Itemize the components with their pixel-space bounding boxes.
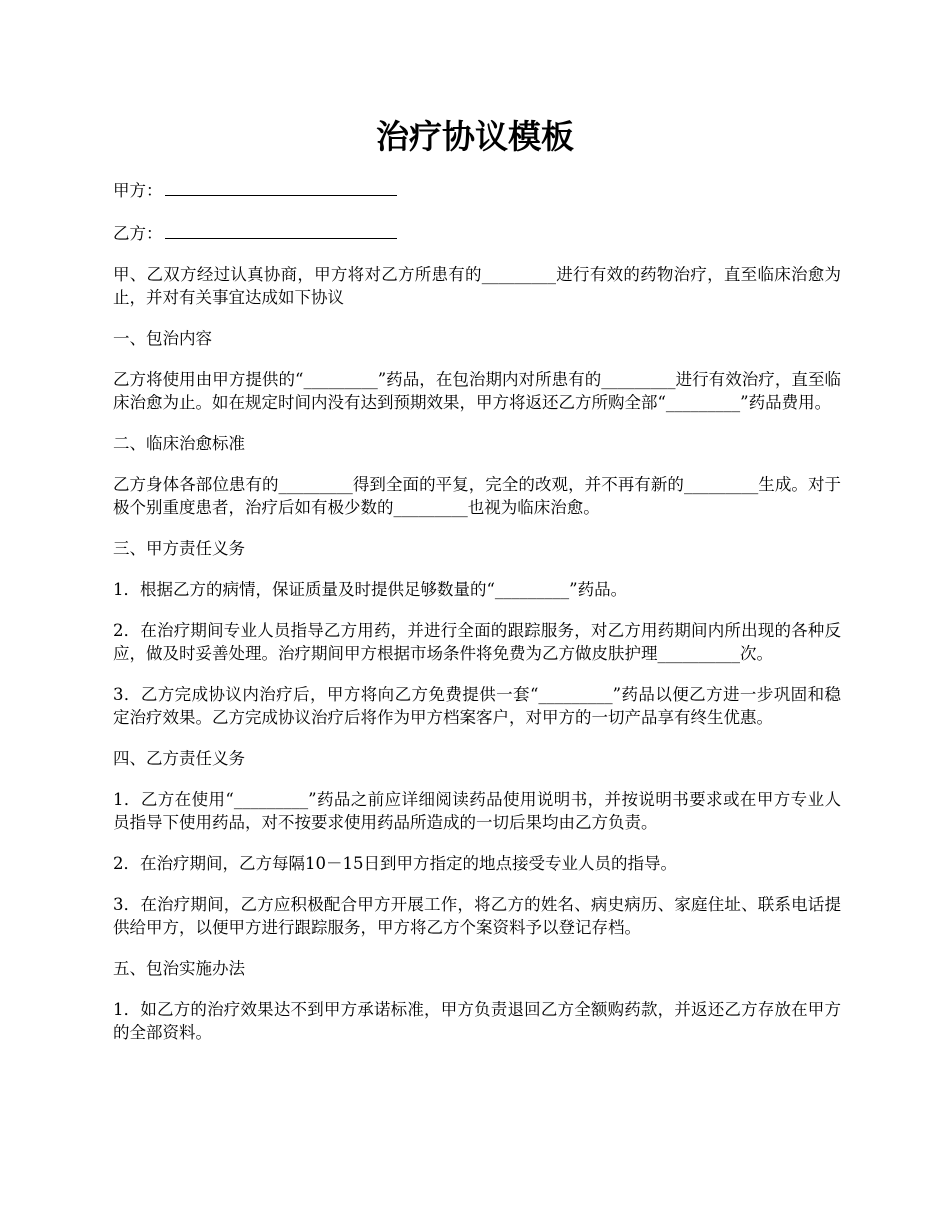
party-a-line — [113, 178, 841, 202]
section-4-item-1: 1．乙方在使用“_________”药品之前应详细阅读药品使用说明书，并按说明书要求或在甲方专业人员指导下使用药品，对不按要求使用药品所造成的一切后果均由乙方负责。 — [113, 789, 841, 832]
party-a-label: 甲方： — [113, 181, 163, 201]
section-3-item-2: 2．在治疗期间专业人员指导乙方用药，并进行全面的跟踪服务，对乙方用药期间内所出现的各种反应，做及时妥善处理。治疗期间甲方根据市场条件将免费为乙方做皮肤护理__________次。 — [113, 620, 841, 663]
document-title: 治疗协议模板 — [376, 117, 574, 156]
section-5-item-1: 1．如乙方的治疗效果达不到甲方承诺标准，甲方负责退回乙方全额购药款，并返还乙方存放在甲方的全部资料。 — [113, 999, 841, 1042]
party-b-line — [113, 220, 841, 244]
section-1-paragraph: 乙方将使用由甲方提供的“_________”药品，在包治期内对所患有的_________进行有效治疗，直至临床治愈为止。如在规定时间内没有达到预期效果，甲方将返还乙方所购全部“_________”药品费用。 — [113, 369, 841, 412]
section-2-paragraph: 乙方身体各部位患有的_________得到全面的平复，完全的改观，并不再有新的_________生成。对于极个别重度患者，治疗后如有极少数的_________也视为临床治愈。 — [113, 474, 841, 517]
section-3-item-3: 3．乙方完成协议内治疗后，甲方将向乙方免费提供一套“_________”药品以便乙方进一步巩固和稳定治疗效果。乙方完成协议治疗后将作为甲方档案客户，对甲方的一切产品享有终生优惠。 — [113, 684, 841, 727]
section-4-item-2: 2．在治疗期间，乙方每隔10－15日到甲方指定的地点接受专业人员的指导。 — [113, 853, 677, 873]
party-b-blank — [165, 220, 397, 238]
document-body — [113, 178, 841, 1062]
section-heading-3: 三、甲方责任义务 — [113, 538, 245, 558]
section-heading-2: 二、临床治愈标准 — [113, 433, 245, 453]
party-a-blank — [165, 178, 397, 196]
section-heading-4: 四、乙方责任义务 — [113, 748, 245, 768]
section-3-item-1: 1．根据乙方的病情，保证质量及时提供足够数量的“_________”药品。 — [113, 579, 628, 599]
section-heading-5: 五、包治实施办法 — [113, 958, 245, 978]
section-heading-1: 一、包治内容 — [113, 328, 212, 348]
party-b-label: 乙方： — [113, 223, 163, 243]
section-4-item-3: 3．在治疗期间，乙方应积极配合甲方开展工作，将乙方的姓名、病史病历、家庭住址、联系电话提供给甲方，以便甲方进行跟踪服务，甲方将乙方个案资料予以登记存档。 — [113, 894, 841, 937]
intro-paragraph: 甲、乙双方经过认真协商，甲方将对乙方所患有的_________进行有效的药物治疗，直至临床治愈为止，并对有关事宜达成如下协议 — [113, 264, 841, 307]
